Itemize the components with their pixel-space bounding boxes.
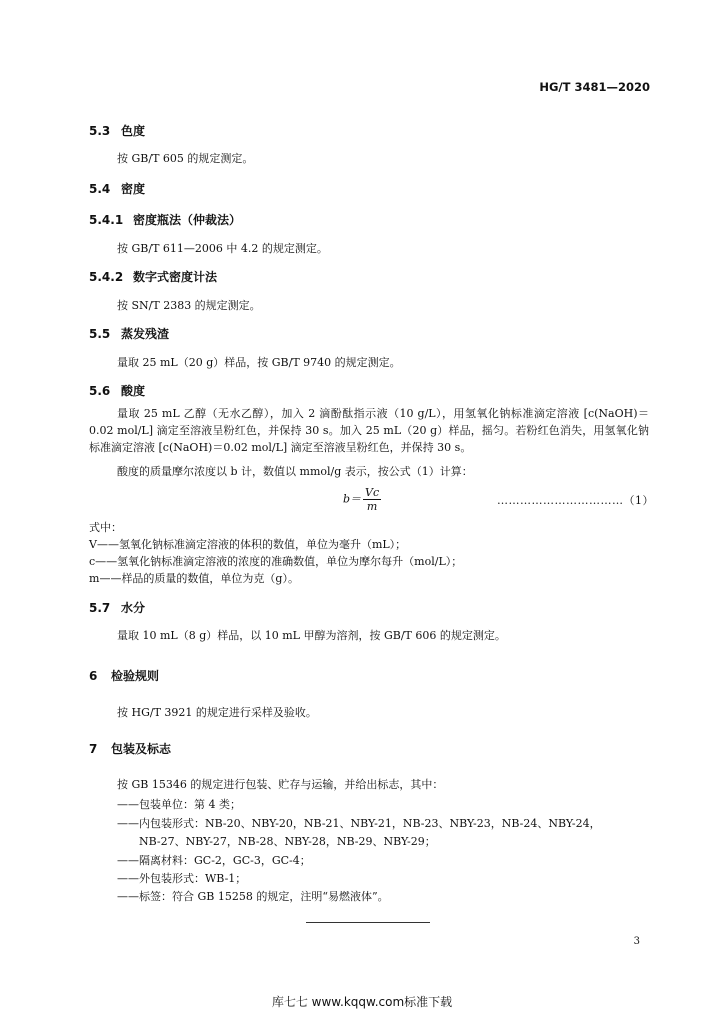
section-5-7-heading: 5.7 水分 xyxy=(89,601,146,615)
definition-m: m——样品的质量的数值，单位为克（g）。 xyxy=(89,572,299,585)
formula-1 xyxy=(343,486,381,513)
definition-V: V——氢氧化钠标准滴定溶液的体积的数值，单位为毫升（mL）； xyxy=(89,538,407,551)
formula-label: （1） xyxy=(623,494,654,507)
section-5-4-heading: 5.4 密度 xyxy=(89,182,146,196)
section-7-heading: 7 包装及标志 xyxy=(89,742,172,756)
formula-lhs: b＝ xyxy=(343,492,362,506)
section-5-6-paragraph-1: 量取 25 mL 乙醇（无水乙醇），加入 2 滴酚酞指示液（10 g/L），用氢氧化钠标准滴定溶液 [c(NaOH)＝0.02 mol/L] 滴定至溶液呈粉红色，并保持 30 s。加入 25 mL（20 g）样品，摇匀。若粉红色消失，用氢氧化钠标准滴定溶液 [c(NaOH)＝0.02 mol/L] 滴定至溶液呈粉红色，并保持 30 s。 xyxy=(89,407,649,454)
section-6-heading: 6 检验规则 xyxy=(89,669,160,683)
page-number: 3 xyxy=(633,936,640,947)
list-item: ——外包装形式：WB-1； xyxy=(117,872,247,885)
list-item: ——标签：符合 GB 15258 的规定，注明“易燃液体”。 xyxy=(117,890,389,903)
list-item: ——包装单位：第 4 类； xyxy=(117,798,241,811)
section-5-4-2-heading: 5.4.2 数字式密度计法 xyxy=(89,270,218,284)
section-5-6-heading: 5.6 酸度 xyxy=(89,384,146,398)
section-5-6-paragraph-2: 酸度的质量摩尔浓度以 b 计，数值以 mmol/g 表示，按公式（1）计算： xyxy=(117,465,473,478)
formula-numerator: Vc xyxy=(365,486,380,499)
end-rule xyxy=(306,922,430,923)
formula-leader: ……………………………（1） xyxy=(497,494,654,507)
formula-fraction xyxy=(363,486,381,513)
section-5-4-2-text: 按 SN/T 2383 的规定测定。 xyxy=(117,299,261,312)
section-5-3-heading: 5.3 色度 xyxy=(89,124,146,138)
section-6-text: 按 HG/T 3921 的规定进行采样及验收。 xyxy=(117,706,317,719)
section-5-4-1-text: 按 GB/T 611—2006 中 4.2 的规定测定。 xyxy=(117,242,328,255)
footer-watermark: 库七七 www.kqqw.com标准下载 xyxy=(271,995,453,1009)
list-item-continued: NB-27、NBY-27，NB-28、NBY-28，NB-29、NBY-29； xyxy=(139,835,436,848)
definition-c: c——氢氧化钠标准滴定溶液的浓度的准确数值，单位为摩尔每升（mol/L）； xyxy=(89,555,463,568)
section-5-3-text: 按 GB/T 605 的规定测定。 xyxy=(117,152,254,165)
section-5-7-text: 量取 10 mL（8 g）样品，以 10 mL 甲醇为溶剂，按 GB/T 606 的规定测定。 xyxy=(117,629,506,642)
standard-number: HG/T 3481—2020 xyxy=(539,80,650,94)
where-label: 式中： xyxy=(89,521,122,534)
section-5-5-heading: 5.5 蒸发残渣 xyxy=(89,327,170,341)
section-5-5-text: 量取 25 mL（20 g）样品，按 GB/T 9740 的规定测定。 xyxy=(117,356,401,369)
list-item: ——内包装形式：NB-20、NBY-20，NB-21、NBY-21，NB-23、NBY-23，NB-24、NBY-24， xyxy=(117,817,601,830)
formula-denominator: m xyxy=(366,500,378,513)
section-7-text: 按 GB 15346 的规定进行包装、贮存与运输，并给出标志，其中： xyxy=(117,778,444,791)
section-5-4-1-heading: 5.4.1 密度瓶法（仲裁法） xyxy=(89,213,242,227)
list-item: ——隔离材料：GC-2，GC-3，GC-4； xyxy=(117,854,311,867)
